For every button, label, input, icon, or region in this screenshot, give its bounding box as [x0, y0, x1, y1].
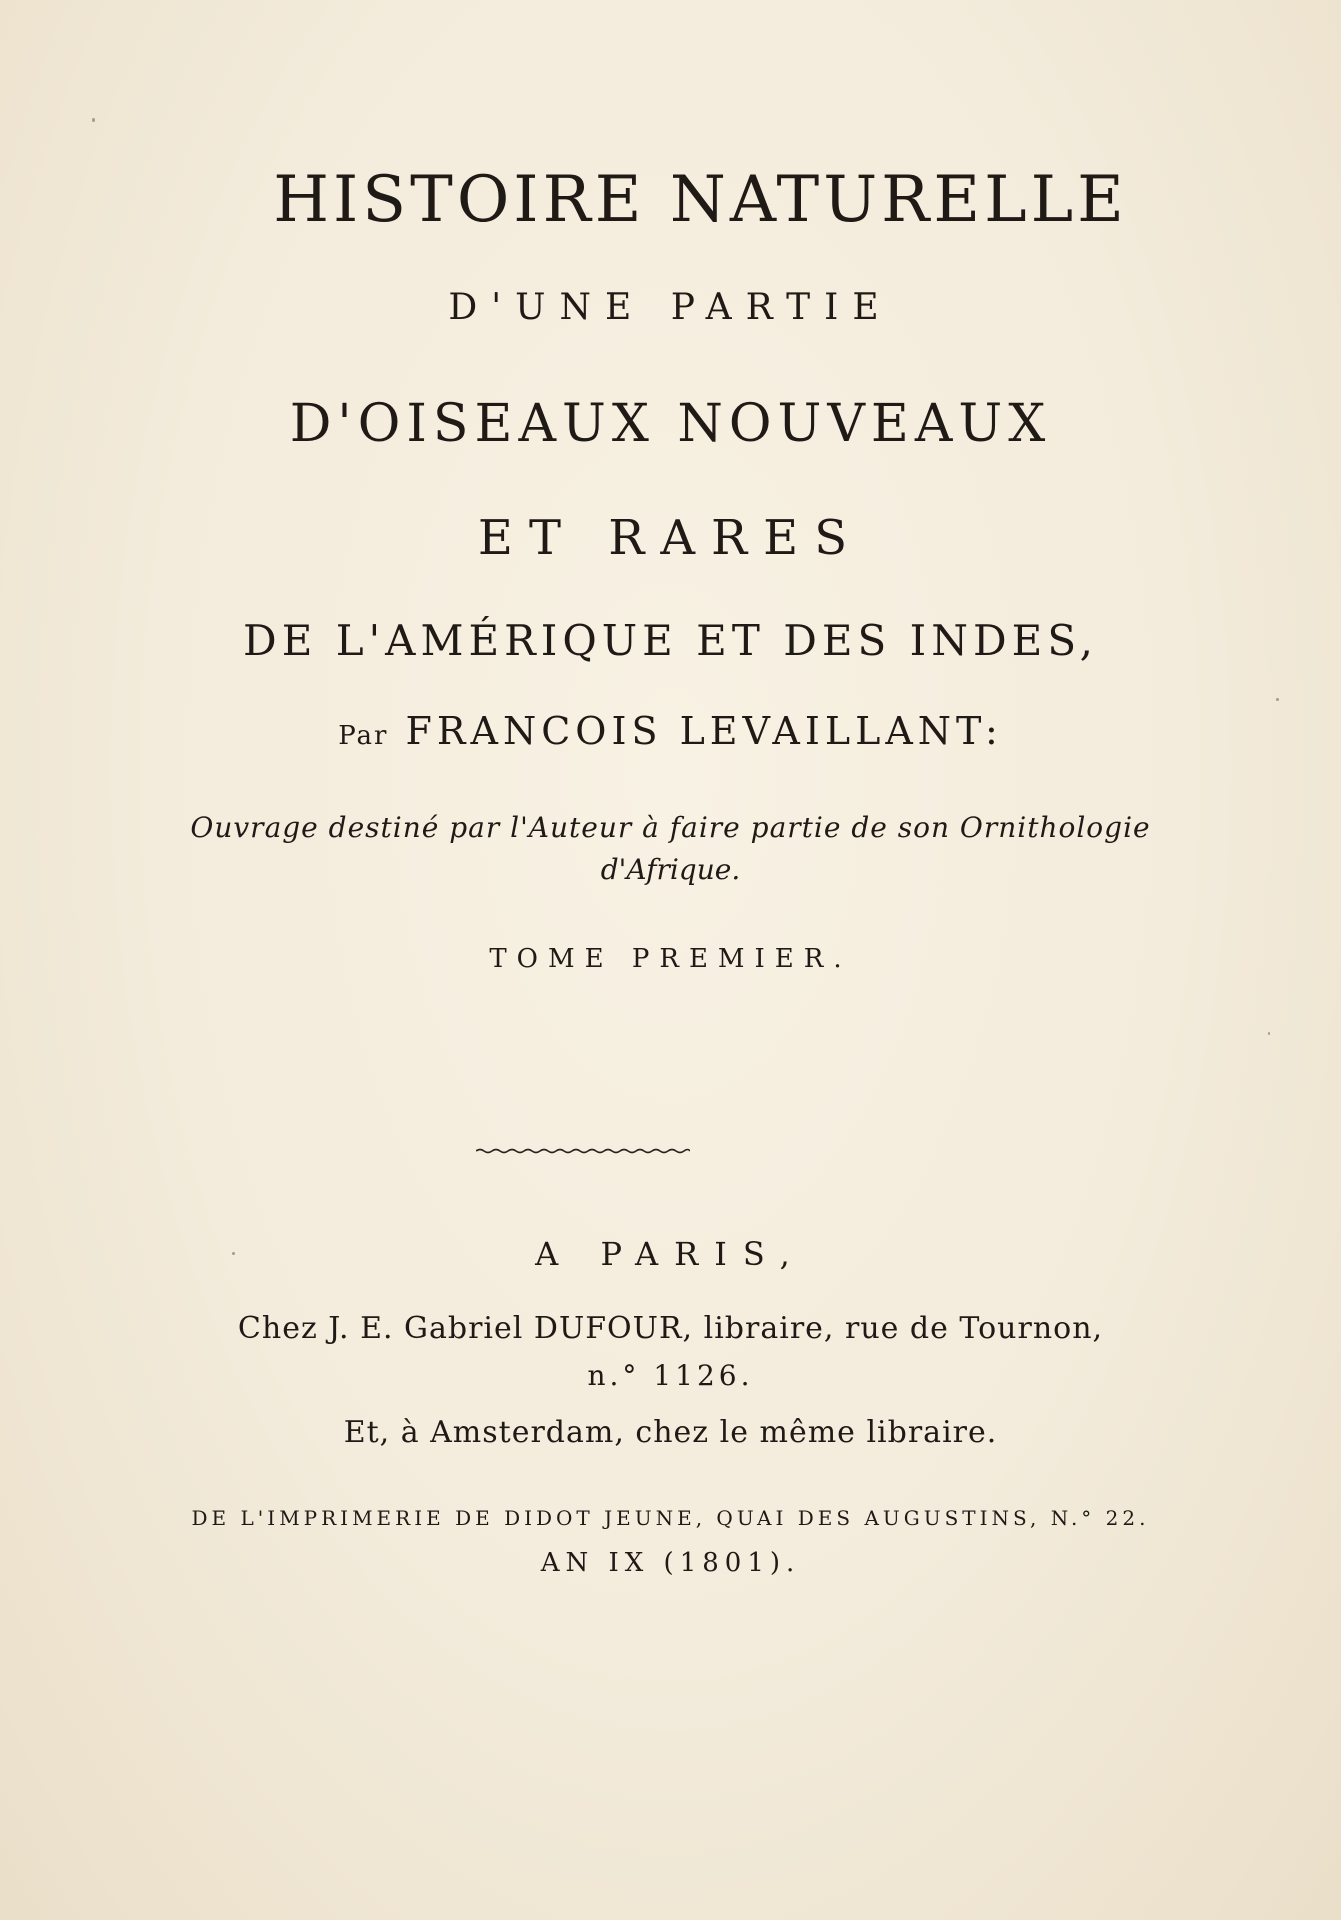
subtitle-line-3: ET RARES [477, 510, 864, 566]
subtitle-line-1: D'UNE PARTIE [448, 287, 893, 328]
subtitle-line-4: DE L'AMÉRIQUE ET DES INDES, [243, 616, 1098, 665]
work-note-line-2: d'Afrique. [600, 853, 741, 886]
publisher-line-2: n.° 1126. [587, 1359, 754, 1392]
publisher-line-3: Et, à Amsterdam, chez le même libraire. [343, 1415, 998, 1450]
work-note-line-1: Ouvrage destiné par l'Auteur à faire partie de son Ornithologie [190, 811, 1151, 844]
author-line [0, 709, 1341, 753]
subtitle-line-2: D'OISEAUX NOUVEAUX [289, 394, 1052, 454]
author-name: FRANCOIS LEVAILLANT: [405, 709, 1003, 753]
main-title: HISTOIRE NATURELLE [273, 163, 1128, 237]
publication-city: A PARIS, [535, 1235, 806, 1273]
ornamental-rule-divider [476, 1148, 690, 1154]
publication-date: AN IX (1801). [540, 1548, 801, 1578]
publisher-line-1: Chez J. E. Gabriel DUFOUR, libraire, rue de Tournon, [237, 1311, 1104, 1346]
paper-speck [92, 118, 95, 122]
paper-speck [232, 1252, 235, 1255]
printer-imprint: DE L'IMPRIMERIE DE DIDOT JEUNE, QUAI DES AUGUSTINS, N.° 22. [191, 1506, 1150, 1530]
author-prefix: Par [338, 721, 389, 751]
paper-speck [1276, 698, 1279, 701]
volume-label: TOME PREMIER. [489, 944, 852, 974]
paper-speck [1268, 1032, 1270, 1035]
